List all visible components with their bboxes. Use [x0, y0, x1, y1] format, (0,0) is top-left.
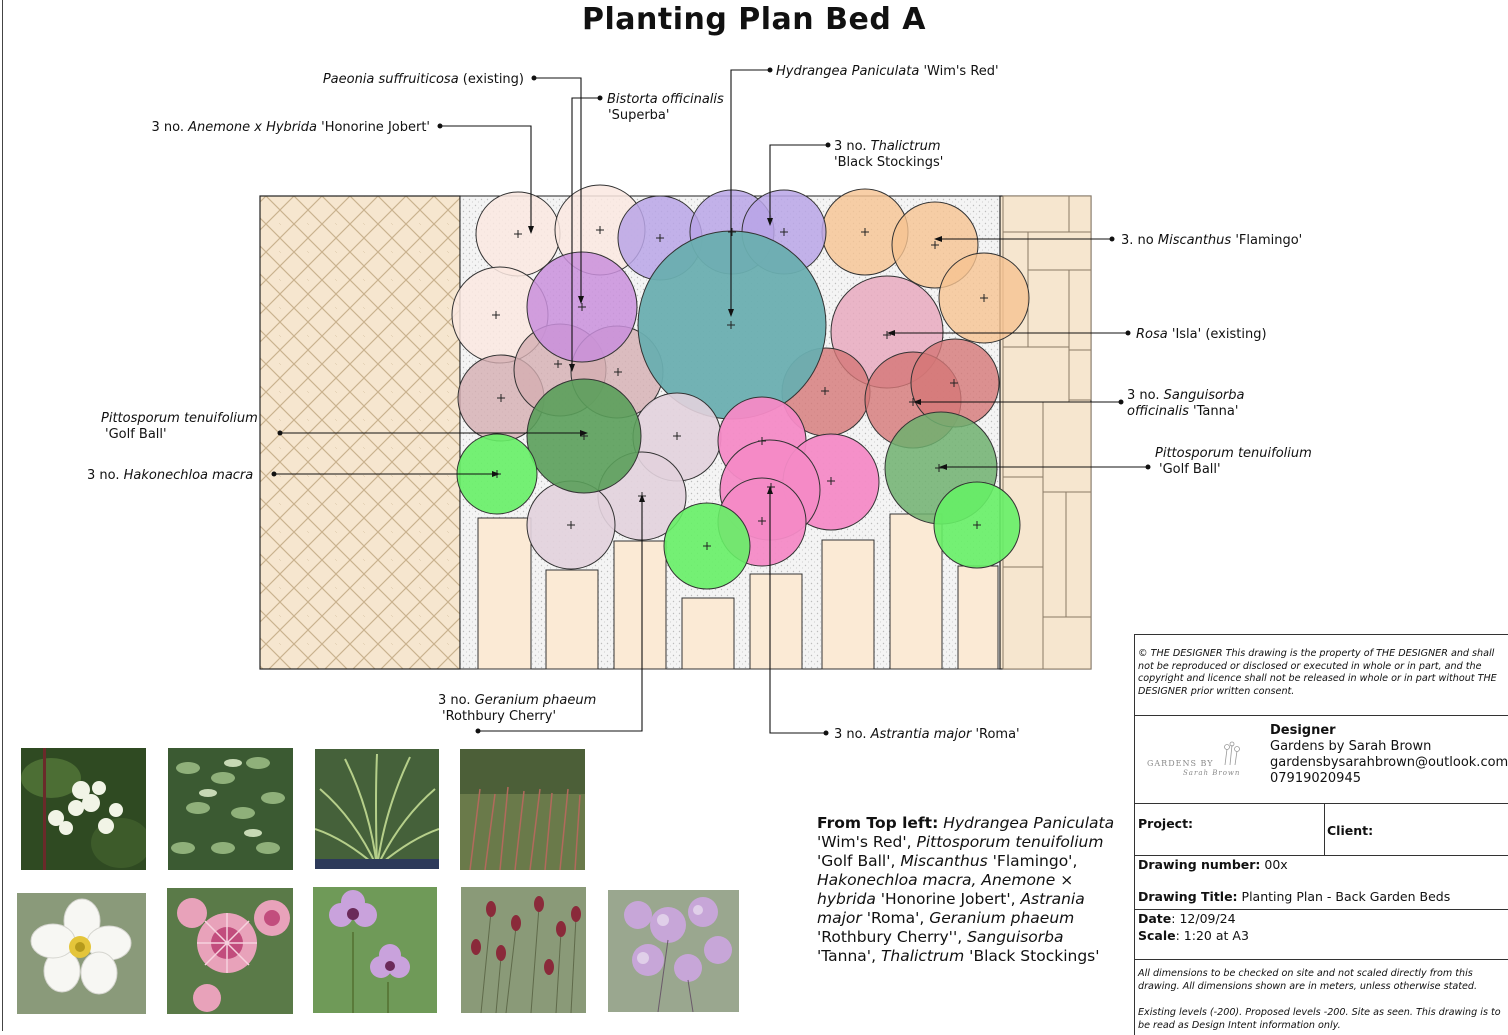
designer-name: Gardens by Sarah Brown — [1270, 739, 1432, 754]
label-thalictrum: 3 no. Thalictrum — [834, 139, 941, 154]
label-geranium-cultivar: 'Rothbury Cherry' — [442, 709, 557, 724]
designer-details — [1270, 723, 1508, 787]
label-pittosporum-left: Pittosporum tenuifolium — [101, 411, 258, 426]
label-paeonia: Paeonia suffruiticosa (existing) — [322, 72, 524, 87]
client-label: Client: — [1327, 823, 1374, 838]
label-anemone: 3 no. Anemone x Hybrida 'Honorine Jobert' — [151, 120, 430, 135]
logo-signature: Sarah Brown — [1183, 769, 1241, 777]
caption-part: 'Roma', — [861, 909, 930, 927]
project-label: Project: — [1138, 816, 1194, 831]
designer-email[interactable]: gardensbysarahbrown@outlook.com — [1270, 755, 1508, 770]
hydrangea-photo — [21, 748, 146, 870]
caption-part: Miscanthus — [900, 852, 988, 870]
caption-part: 'Wim's Red', — [817, 833, 917, 851]
caption-part: 'Flamingo', — [987, 852, 1078, 870]
pittosporum-photo — [168, 748, 293, 870]
levels-note: Existing levels (-200). Proposed levels -200. Site as seen. This drawing is to be read as Design Intent information only. — [1138, 1007, 1501, 1031]
caption-part: Geranium phaeum — [929, 909, 1075, 927]
caption-part: Hakonechloa macra, Anemone × hybrida — [817, 871, 1074, 908]
scale-label: Scale — [1138, 928, 1176, 943]
copyright-notice: © THE DESIGNER This drawing is the property of THE DESIGNER and shall not be reproduced or disclosed or executed in whole or in part, and the copyright and licence shall not be released in whole or in part without THE DESIGNER prior written consent. — [1138, 648, 1497, 697]
designer-phone: 07919020945 — [1270, 771, 1361, 786]
caption-part: Astrania major — [817, 890, 1085, 927]
caption-part: 'Black Stockings' — [964, 947, 1100, 965]
hakonechloa-photo — [460, 749, 585, 870]
label-thalictrum-cultivar: 'Black Stockings' — [834, 155, 944, 170]
drawing-title-label: Drawing Title: — [1138, 889, 1238, 904]
label-bistorta-cultivar: 'Superba' — [608, 108, 670, 123]
label-pittosporum-right: Pittosporum tenuifolium — [1155, 446, 1312, 461]
astrantia-photo — [167, 888, 293, 1014]
thalictrum-photo — [608, 890, 739, 1012]
designer-heading: Designer — [1270, 723, 1336, 738]
date-label: Date — [1138, 911, 1172, 926]
caption-part: Thalictrum — [880, 947, 965, 965]
label-hakonechloa: 3 no. Hakonechloa macra — [87, 468, 254, 483]
caption-part: 'Honorine Jobert', — [875, 890, 1021, 908]
label-hydrangea: Hydrangea Paniculata 'Wim's Red' — [776, 64, 999, 79]
label-geranium: 3 no. Geranium phaeum — [438, 693, 597, 708]
date-value: : 12/09/24 — [1171, 911, 1236, 926]
label-pittosporum-left-cultivar: 'Golf Ball' — [105, 427, 167, 442]
plant-photo-caption — [817, 814, 1117, 966]
title-block-divider — [1135, 909, 1508, 910]
sanguisorba-photo — [461, 887, 586, 1013]
title-block-divider — [1135, 803, 1508, 804]
label-sanguisorba: 3 no. Sanguisorba — [1127, 388, 1245, 403]
flower-logo-icon — [1217, 741, 1243, 767]
dimensions-note: All dimensions to be checked on site and not scaled directly from this drawing. All dimensions shown are in meters, unless otherwise stated. — [1138, 968, 1478, 992]
drawing-number: 00x — [1260, 857, 1288, 872]
caption-part: Pittosporum tenuifolium — [916, 833, 1104, 851]
drawing-number-label: Drawing number: — [1138, 857, 1261, 872]
caption-part: 'Golf Ball', — [817, 852, 901, 870]
title-block — [1134, 634, 1508, 1035]
caption-lead: From Top left: — [817, 814, 939, 832]
title-block-divider — [1135, 715, 1508, 716]
geranium-photo — [313, 887, 437, 1013]
miscanthus-photo — [315, 749, 439, 869]
label-sanguisorba-cultivar: officinalis 'Tanna' — [1127, 404, 1239, 419]
label-miscanthus: 3. no Miscanthus 'Flamingo' — [1121, 233, 1303, 248]
label-bistorta: Bistorta officinalis — [607, 92, 724, 107]
title-block-divider — [1135, 959, 1508, 960]
gardens-by-logo — [1145, 741, 1245, 781]
title-block-divider — [1135, 855, 1508, 856]
caption-part: 'Tanna', — [817, 947, 881, 965]
caption-part: Sanguisorba — [967, 928, 1064, 946]
label-pittosporum-right-cultivar: 'Golf Ball' — [1159, 462, 1221, 477]
logo-text: GARDENS BY — [1147, 759, 1214, 768]
scale-value: : 1:20 at A3 — [1175, 928, 1249, 943]
anemone-photo — [17, 893, 146, 1014]
drawing-title: Planting Plan - Back Garden Beds — [1237, 889, 1451, 904]
caption-part: Hydrangea Paniculata — [943, 814, 1115, 832]
page-title: Planting Plan Bed A — [582, 2, 926, 37]
label-astrantia: 3 no. Astrantia major 'Roma' — [834, 727, 1020, 742]
caption-part: 'Rothbury Cherry'', — [817, 928, 968, 946]
title-block-divider — [1324, 803, 1325, 855]
label-rosa: Rosa 'Isla' (existing) — [1136, 327, 1267, 342]
